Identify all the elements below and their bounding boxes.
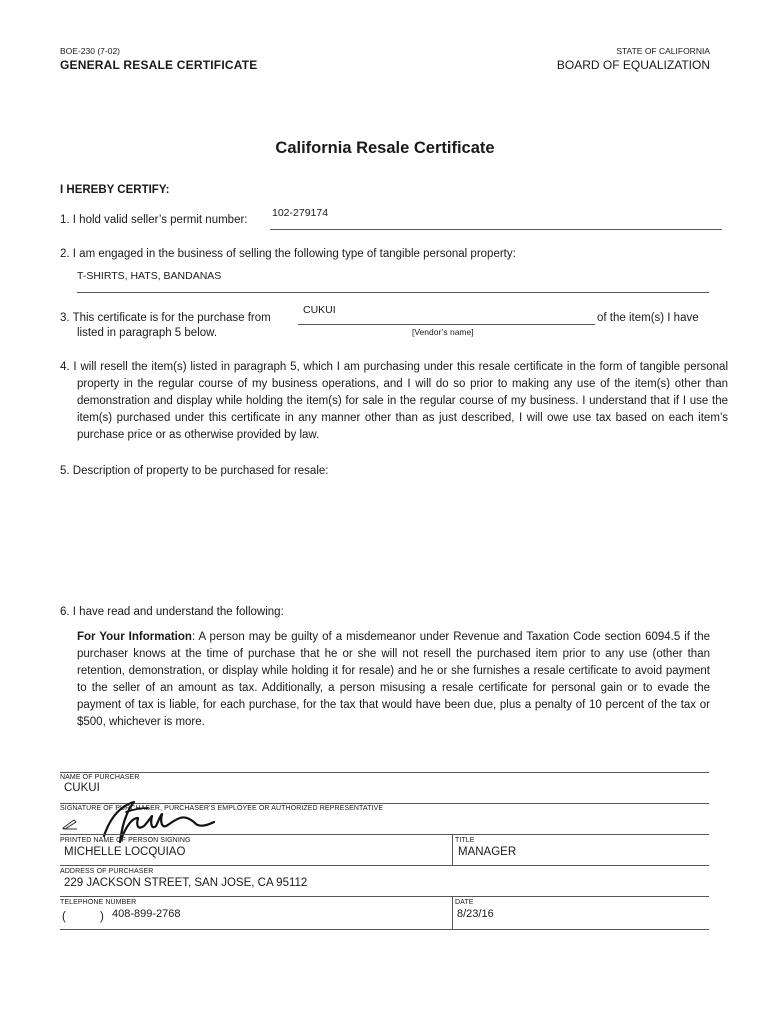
vendor-name-caption: [Vendor’s name] (412, 327, 474, 337)
page-title: California Resale Certificate (275, 139, 495, 157)
property-description-area[interactable] (77, 484, 709, 594)
address-field[interactable]: 229 JACKSON STREET, SAN JOSE, CA 95112 (64, 877, 308, 889)
date-label: DATE (455, 899, 474, 906)
title-field[interactable]: MANAGER (458, 846, 517, 858)
property-type-value[interactable]: T-SHIRTS, HATS, BANDANAS (77, 270, 222, 282)
title-label: TITLE (455, 837, 475, 844)
item-4-text: 4. I will resell the item(s) listed in paragraph 5, which I am purchasing under this resale certificate in the form of tangible personal property in the regular course of my business operations, and I will do so prior to making any use of the item(s) other than demonstration and display while holding the item(s) for sale in the regular course of my business. I understand that if I use the item(s) purchased under this certificate in any manner other than as just described, I will owe use tax based on each item’s purchase price or as otherwise provided by law. (60, 361, 728, 441)
purchaser-bottom-rule (60, 929, 709, 930)
form-name: GENERAL RESALE CERTIFICATE (60, 58, 258, 72)
item-3-label-a: 3. This certificate is for the purchase from (60, 312, 271, 324)
printed-name-rule (60, 865, 709, 866)
vendor-name-value[interactable]: CUKUI (303, 304, 336, 316)
date-divider (452, 896, 453, 929)
info-heading: For Your Information (77, 631, 192, 643)
item-1-label: 1. I hold valid seller’s permit number: (60, 214, 248, 226)
signature-label: SIGNATURE OF PURCHASER, PURCHASER’S EMPLOYEE OR AUTHORIZED REPRESENTATIVE (60, 805, 384, 812)
printed-name-label: PRINTED NAME OF PERSON SIGNING (60, 837, 191, 844)
title-divider (452, 834, 453, 865)
seller-permit-number[interactable]: 102-279174 (272, 207, 329, 219)
vendor-name-line (298, 324, 595, 325)
property-type-line (77, 292, 709, 293)
item-2-label: 2. I am engaged in the business of selling the following type of tangible personal property: (60, 248, 516, 260)
address-rule (60, 896, 709, 897)
item-3-label-c: listed in paragraph 5 below. (77, 327, 218, 339)
state-name: STATE OF CALIFORNIA (616, 46, 710, 56)
telephone-field[interactable]: 408-899-2768 (112, 908, 181, 920)
telephone-label: TELEPHONE NUMBER (60, 899, 137, 906)
purchaser-top-rule (60, 772, 709, 773)
purchaser-name-field[interactable]: CUKUI (64, 782, 100, 794)
info-paragraph (77, 629, 710, 731)
certify-heading: I HEREBY CERTIFY: (60, 184, 170, 196)
area-code-close: ) (100, 911, 104, 923)
printed-name-field[interactable]: MICHELLE LOCQUIAO (64, 846, 186, 858)
signature-rule (60, 834, 709, 835)
address-label: ADDRESS OF PURCHASER (60, 868, 154, 875)
item-3-label-b: of the item(s) I have (597, 312, 699, 324)
date-field[interactable]: 8/23/16 (457, 908, 494, 920)
area-code-open: ( (62, 911, 66, 923)
pen-icon (62, 817, 78, 835)
item-6-label: 6. I have read and understand the following: (60, 606, 284, 618)
info-text: : A person may be guilty of a misdemeanor under Revenue and Taxation Code section 6094.5 if the purchaser knows at the time of purchase that he or she will not resell the purchased item prior to any use (other than retention, demonstration, or display while holding it for resale) and he or she furnishes a resale certificate to avoid payment to the seller of an amount as tax. Additionally, a person misusing a resale certificate for personal gain or to evade the payment of tax is liable, for each purchase, for the tax that would have been due, plus a penalty of 10 percent of the tax or $500, whichever is more. (77, 631, 710, 728)
permit-number-line (270, 229, 722, 230)
agency-name: BOARD OF EQUALIZATION (556, 58, 710, 72)
item-5-label: 5. Description of property to be purchased for resale: (60, 465, 329, 477)
name-of-purchaser-label: NAME OF PURCHASER (60, 774, 140, 781)
form-number: BOE-230 (7-02) (60, 46, 120, 56)
